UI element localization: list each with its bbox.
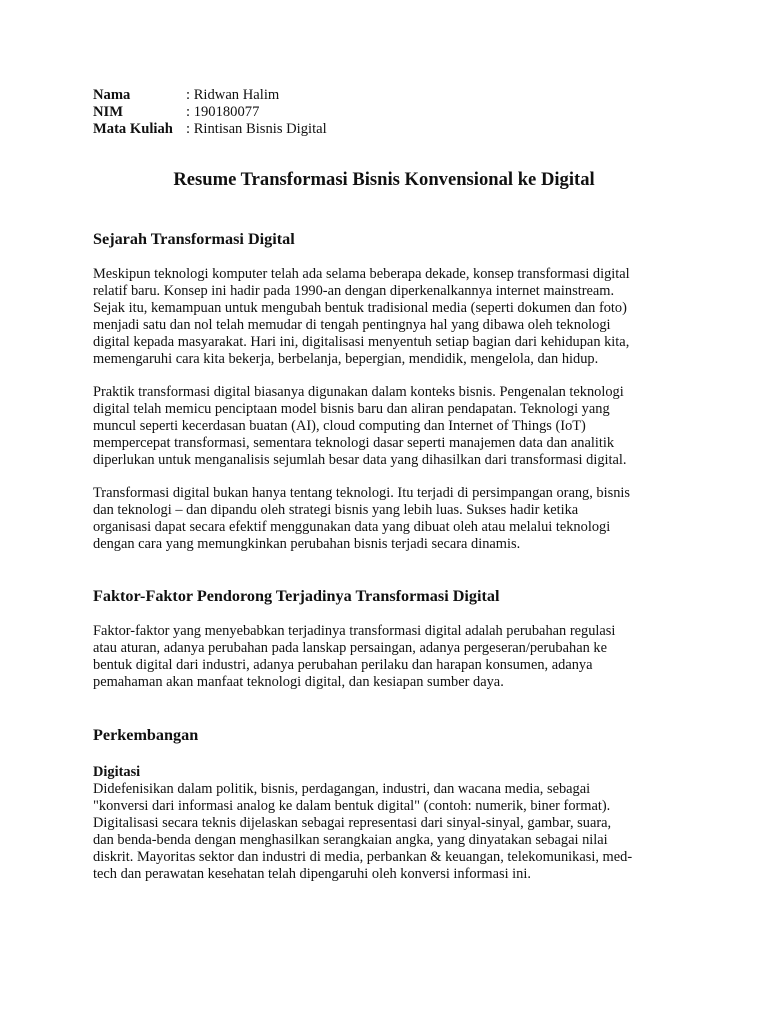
text-line: digital kepada masyarakat. Hari ini, digitalisasi menyentuh setiap bagian dari kehidupan kita, [93, 333, 630, 350]
text-line: digital telah memicu penciptaan model bisnis baru dan aliran pendapatan. Teknologi yang [93, 400, 610, 417]
section-heading-perkembangan: Perkembangan [93, 726, 199, 744]
info-value: : Rintisan Bisnis Digital [186, 121, 327, 137]
text-line: memengaruhi cara kita bekerja, berbelanja, bepergian, mendidik, mengelola, dan hidup. [93, 350, 599, 367]
info-key: Mata Kuliah [93, 121, 173, 137]
text-line: Digitalisasi secara teknis dijelaskan sebagai representasi dari sinyal-sinyal, gambar, suara, [93, 814, 612, 831]
text-line: dengan cara yang memungkinkan perubahan bisnis terjadi secara dinamis. [93, 535, 521, 552]
paragraph [93, 781, 693, 882]
info-key: Nama [93, 87, 131, 103]
text-line: dan teknologi – dan dipandu oleh strategi bisnis yang lebih luas. Sukses hadir ketika [93, 501, 579, 518]
info-key: NIM [93, 104, 123, 120]
text-line: mempercepat transformasi, sementara teknologi dasar seperti manajemen data dan analitik [93, 434, 615, 451]
text-line: dan benda-benda dengan menghasilkan serangkaian angka, yang dinyatakan sebagai nilai [93, 831, 608, 848]
text-line: Meskipun teknologi komputer telah ada selama beberapa dekade, konsep transformasi digital [93, 266, 630, 282]
paragraph [93, 266, 693, 367]
student-info-block [93, 87, 327, 138]
text-line: pemahaman akan manfaat teknologi digital, dan kesiapan sumber daya. [93, 673, 504, 690]
text-line: Transformasi digital bukan hanya tentang teknologi. Itu terjadi di persimpangan orang, bisnis [93, 485, 631, 501]
text-line: muncul seperti kecerdasan buatan (AI), cloud computing dan Internet of Things (IoT) [93, 417, 586, 434]
paragraph [93, 384, 693, 469]
info-row-nama [93, 87, 327, 104]
text-line: diskrit. Mayoritas sektor dan industri di media, perbankan & keuangan, telekomunikasi, med- [93, 848, 633, 865]
text-line: diperlukan untuk menganalisis sejumlah besar data yang dihasilkan dari transformasi digital. [93, 451, 627, 468]
info-value: : 190180077 [186, 104, 260, 120]
info-value: : Ridwan Halim [186, 87, 280, 103]
paragraph [93, 623, 693, 691]
paragraph [93, 485, 693, 553]
text-line: "konversi dari informasi analog ke dalam bentuk digital" (contoh: numerik, biner format). [93, 797, 611, 814]
sub-heading-digitasi: Digitasi [93, 764, 141, 780]
section-heading-faktor: Faktor-Faktor Pendorong Terjadinya Transformasi Digital [93, 587, 500, 605]
document-title: Resume Transformasi Bisnis Konvensional ke Digital [173, 169, 595, 190]
text-line: Faktor-faktor yang menyebabkan terjadinya transformasi digital adalah perubahan regulasi [93, 623, 616, 639]
text-line: organisasi dapat secara efektif menggunakan data yang dibuat oleh atau melalui teknologi [93, 518, 611, 535]
info-row-nim [93, 104, 327, 121]
text-line: bentuk digital dari industri, adanya perubahan perilaku dan harapan konsumen, adanya [93, 656, 593, 673]
info-row-mata-kuliah [93, 121, 327, 138]
text-line: tech dan perawatan kesehatan telah dipengaruhi oleh konversi informasi ini. [93, 865, 531, 882]
text-line: menjadi satu dan nol telah memudar di tengah pentingnya hal yang dibawa oleh teknologi [93, 316, 611, 333]
text-line: Didefenisikan dalam politik, bisnis, perdagangan, industri, dan wacana media, sebagai [93, 781, 591, 797]
text-line: Praktik transformasi digital biasanya digunakan dalam konteks bisnis. Pengenalan teknologi [93, 384, 624, 400]
section-heading-sejarah: Sejarah Transformasi Digital [93, 230, 295, 248]
text-line: atau aturan, adanya perubahan pada lanskap persaingan, adanya pergeseran/perubahan ke [93, 639, 607, 656]
text-line: relatif baru. Konsep ini hadir pada 1990-an dengan diperkenalkannya internet mainstream. [93, 282, 615, 299]
text-line: Sejak itu, kemampuan untuk mengubah bentuk tradisional media (seperti dokumen dan foto) [93, 299, 627, 316]
